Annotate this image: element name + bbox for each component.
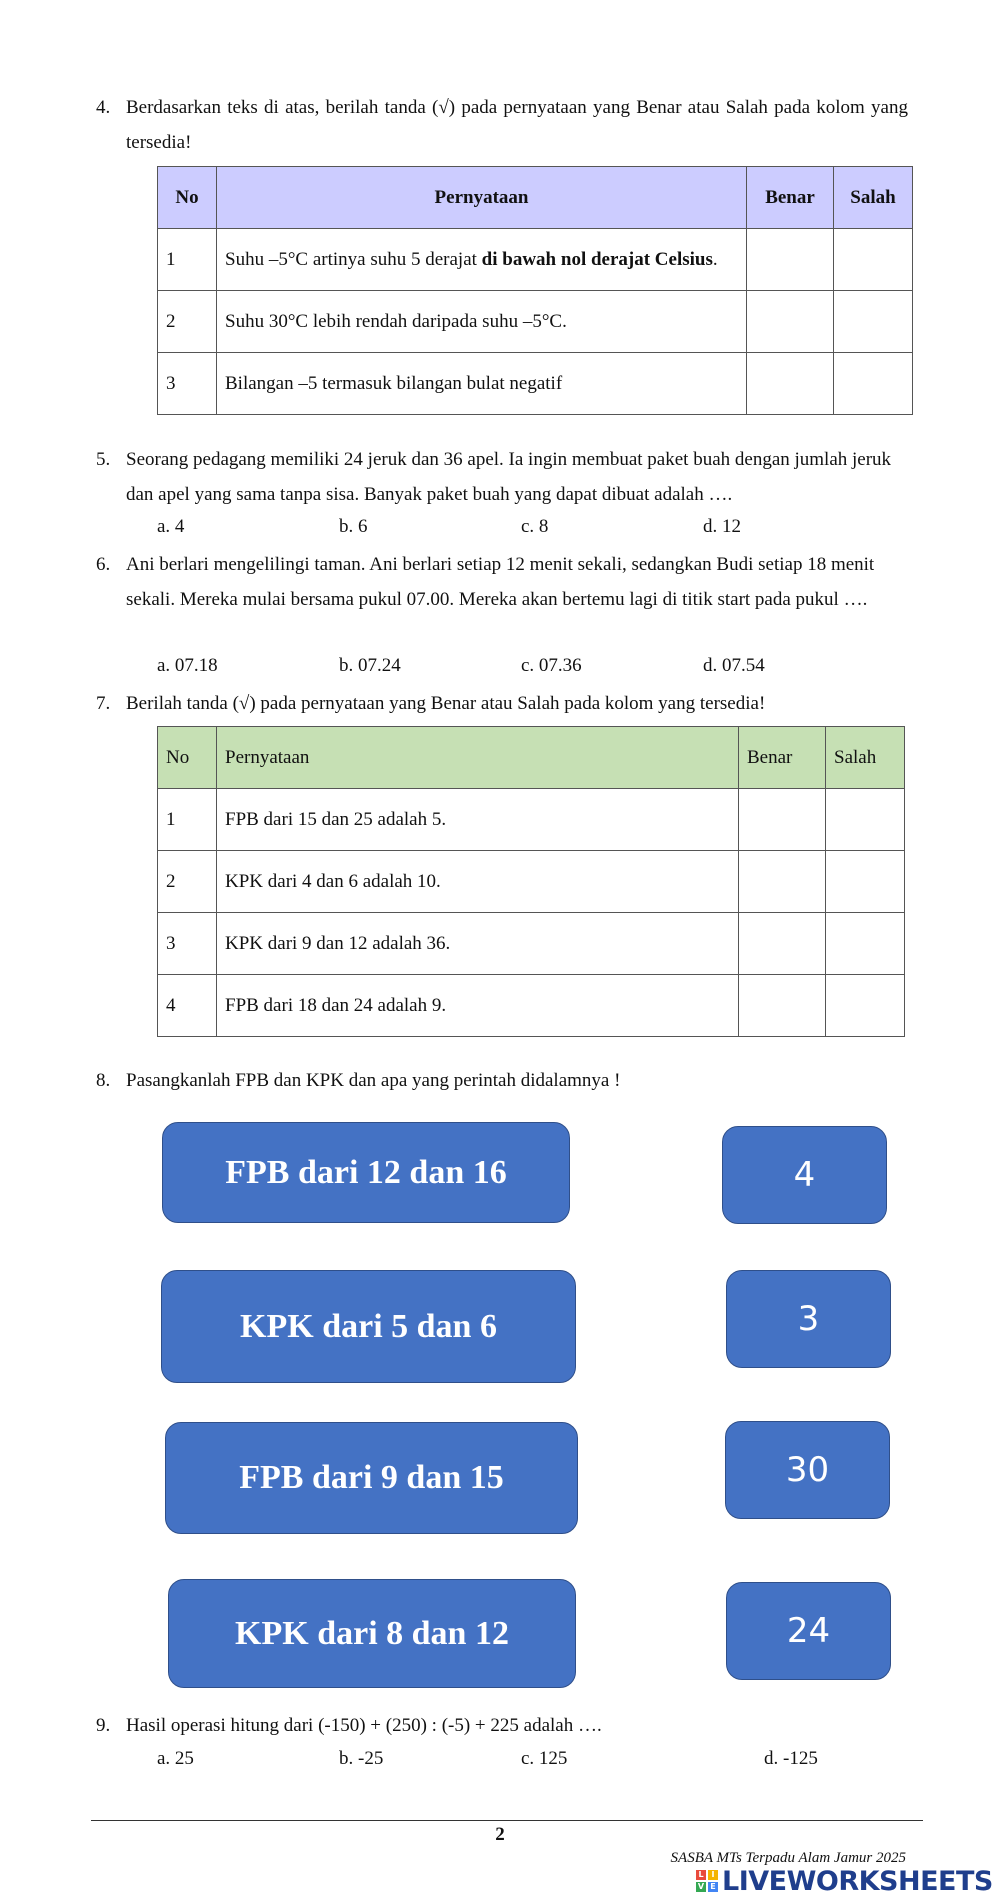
question-text: Pasangkanlah FPB dan KPK dan apa yang perintah didalamnya ! xyxy=(126,1070,621,1091)
false-answer-cell[interactable] xyxy=(826,851,905,913)
table-header-row xyxy=(158,167,913,229)
header-true: Benar xyxy=(747,167,834,229)
match-statement-4[interactable]: KPK dari 8 dan 12 xyxy=(168,1579,576,1688)
logo-letter: L xyxy=(696,1870,706,1880)
true-answer-cell[interactable] xyxy=(739,913,826,975)
question-number: 5. xyxy=(96,449,111,470)
true-answer-cell[interactable] xyxy=(747,353,834,415)
question-9 xyxy=(96,1708,908,1743)
option-b[interactable]: b. -25 xyxy=(339,1748,384,1769)
header-no: No xyxy=(158,167,217,229)
option-c[interactable]: c. 8 xyxy=(521,516,549,537)
question-text: Berilah tanda (√) pada pernyataan yang Benar atau Salah pada kolom yang tersedia! xyxy=(126,693,766,714)
options-q6 xyxy=(157,655,957,685)
option-c[interactable]: c. 125 xyxy=(521,1748,568,1769)
table-row xyxy=(158,353,913,415)
logo-letter: I xyxy=(708,1870,718,1880)
header-false: Salah xyxy=(834,167,913,229)
header-statement: Pernyataan xyxy=(217,167,747,229)
table-row xyxy=(158,851,905,913)
row-number: 4 xyxy=(158,975,217,1037)
match-answer-4[interactable]: 24 xyxy=(726,1582,891,1680)
option-d[interactable]: d. 12 xyxy=(703,516,741,537)
question-number: 9. xyxy=(96,1715,111,1736)
true-answer-cell[interactable] xyxy=(747,291,834,353)
option-a[interactable]: a. 07.18 xyxy=(157,655,218,676)
match-answer-1[interactable]: 4 xyxy=(722,1126,887,1224)
header-no: No xyxy=(158,727,217,789)
table-row xyxy=(158,291,913,353)
statement-text-end: . xyxy=(712,248,718,270)
question-number: 7. xyxy=(96,693,111,714)
row-statement: KPK dari 9 dan 12 adalah 36. xyxy=(217,913,739,975)
true-answer-cell[interactable] xyxy=(739,851,826,913)
question-text: Hasil operasi hitung dari (-150) + (250) : (-5) + 225 adalah …. xyxy=(126,1715,602,1736)
match-answer-2[interactable]: 3 xyxy=(726,1270,891,1368)
option-c[interactable]: c. 07.36 xyxy=(521,655,582,676)
logo-letter: V xyxy=(697,1882,705,1891)
question-5 xyxy=(96,442,908,512)
row-number: 1 xyxy=(158,789,217,851)
question-number: 6. xyxy=(96,554,111,575)
question-4 xyxy=(96,90,908,160)
true-answer-cell[interactable] xyxy=(739,975,826,1037)
match-statement-3[interactable]: FPB dari 9 dan 15 xyxy=(165,1422,578,1534)
question-text: Ani berlari mengelilingi taman. Ani berlari setiap 12 menit sekali, sedangkan Budi setiap 18 menit sekali. Mereka mulai bersama pukul 07.00. Mereka akan bertemu lagi di titik start pada pukul …. xyxy=(126,554,875,610)
footer-school-text: SASBA MTs Terpadu Alam Jamur 2025 xyxy=(670,1850,906,1866)
match-statement-1[interactable]: FPB dari 12 dan 16 xyxy=(162,1122,570,1223)
liveworksheets-logo xyxy=(696,1866,993,1896)
false-answer-cell[interactable] xyxy=(834,291,913,353)
row-number: 2 xyxy=(158,851,217,913)
row-number: 1 xyxy=(158,229,217,291)
option-d[interactable]: d. -125 xyxy=(764,1748,818,1769)
options-q9 xyxy=(157,1748,957,1778)
logo-letter: E xyxy=(708,1882,718,1892)
page-number: 2 xyxy=(495,1824,505,1845)
false-answer-cell[interactable] xyxy=(834,229,913,291)
true-answer-cell[interactable] xyxy=(747,229,834,291)
header-statement: Pernyataan xyxy=(217,727,739,789)
table-row xyxy=(158,229,913,291)
row-number: 3 xyxy=(158,913,217,975)
false-answer-cell[interactable] xyxy=(826,913,905,975)
false-answer-cell[interactable] xyxy=(826,789,905,851)
question-7 xyxy=(96,686,908,721)
footer-divider xyxy=(91,1820,923,1821)
row-statement: Bilangan –5 termasuk bilangan bulat negatif xyxy=(217,353,747,415)
table-row xyxy=(158,975,905,1037)
header-true: Benar xyxy=(739,727,826,789)
question-text: Berdasarkan teks di atas, berilah tanda (√) pada pernyataan yang Benar atau Salah pada kolom yang tersedia! xyxy=(126,97,908,153)
option-b[interactable]: b. 07.24 xyxy=(339,655,401,676)
question-number: 8. xyxy=(96,1070,111,1091)
statement-bold-text: di bawah nol derajat Celsius xyxy=(481,248,713,270)
question-number: 4. xyxy=(96,97,111,118)
header-false: Salah xyxy=(826,727,905,789)
question-8 xyxy=(96,1063,908,1098)
row-statement: Suhu 30°C lebih rendah daripada suhu –5°C. xyxy=(217,291,747,353)
option-d[interactable]: d. 07.54 xyxy=(703,655,765,676)
logo-grid-icon xyxy=(696,1870,718,1892)
option-a[interactable]: a. 4 xyxy=(157,516,185,537)
option-a[interactable]: a. 25 xyxy=(157,1748,194,1769)
option-b[interactable]: b. 6 xyxy=(339,516,368,537)
false-answer-cell[interactable] xyxy=(834,353,913,415)
row-statement: FPB dari 18 dan 24 adalah 9. xyxy=(217,975,739,1037)
statement-table-1 xyxy=(157,166,913,415)
row-statement: KPK dari 4 dan 6 adalah 10. xyxy=(217,851,739,913)
match-answer-3[interactable]: 30 xyxy=(725,1421,890,1519)
row-number: 2 xyxy=(158,291,217,353)
brand-name: LIVEWORKSHEETS xyxy=(722,1865,993,1897)
match-statement-2[interactable]: KPK dari 5 dan 6 xyxy=(161,1270,576,1383)
table-header-row xyxy=(158,727,905,789)
statement-text: Suhu –5°C artinya suhu 5 derajat xyxy=(225,248,482,270)
true-answer-cell[interactable] xyxy=(739,789,826,851)
row-statement xyxy=(217,229,747,291)
options-q5 xyxy=(157,516,957,546)
table-row xyxy=(158,913,905,975)
table-row xyxy=(158,789,905,851)
row-number: 3 xyxy=(158,353,217,415)
question-text: Seorang pedagang memiliki 24 jeruk dan 36 apel. Ia ingin membuat paket buah dengan jumlah jeruk dan apel yang sama tanpa sisa. Banyak paket buah yang dapat dibuat adalah …. xyxy=(126,449,892,505)
statement-table-2 xyxy=(157,726,905,1037)
row-statement: FPB dari 15 dan 25 adalah 5. xyxy=(217,789,739,851)
question-6 xyxy=(96,547,908,617)
false-answer-cell[interactable] xyxy=(826,975,905,1037)
